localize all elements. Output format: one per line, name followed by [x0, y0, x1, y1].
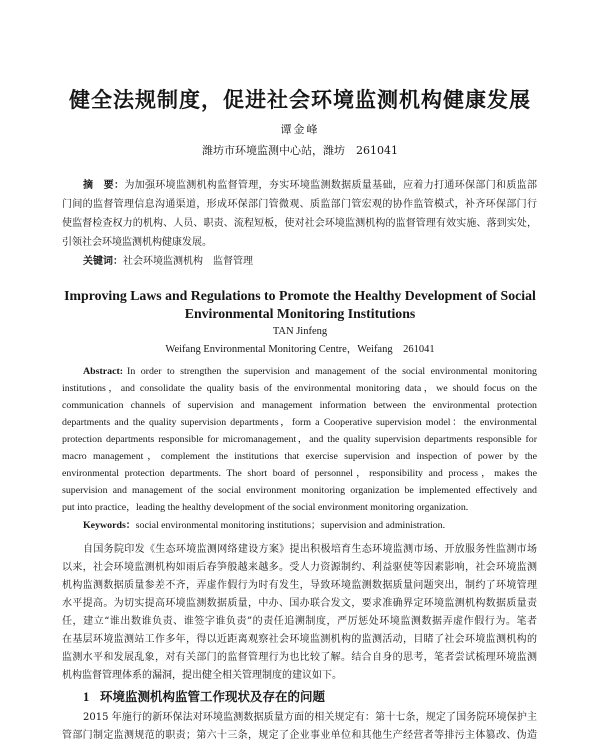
- body-paragraph-line: 监测水平和发展乱象，对有关部门的监督管理行为也比较了解。结合自身的思考，笔者尝试梳理环境监测: [62, 652, 537, 663]
- english-keywords-label: Keywords：: [83, 520, 136, 531]
- chinese-keywords-text: 社会环境监测机构 监督管理: [123, 256, 253, 267]
- english-abstract-line: departments and the quality supervision departments，form a Cooperative supervision model：the environmental: [62, 417, 537, 428]
- chinese-keywords: [83, 253, 537, 271]
- chinese-abstract-line: [83, 177, 537, 195]
- section-number: 1: [83, 690, 90, 704]
- section-title: 环境监测机构监管工作现状及存在的问题: [100, 689, 326, 704]
- body-paragraph-line: 机构监测数据质量参差不齐，弄虚作假行为时有发生，导致环境监测数据质量问题突出，制约了环境管理: [62, 580, 537, 591]
- chinese-abstract-label: 摘 要：: [83, 180, 125, 191]
- english-keywords-text: social environmental monitoring institutions；supervision and administration.: [135, 520, 446, 531]
- body-paragraph-line: 水平提高。为切实提高环境监测数据质量，中办、国办联合发文，要求准确界定环境监测机构数据质量责: [62, 598, 537, 609]
- chinese-abstract-line: 引领社会环境监测机构健康发展。: [62, 237, 212, 248]
- english-abstract-line: macro management，complement the institutions that exercise supervision and inspection of power by the: [62, 451, 537, 462]
- english-abstract-line: communication channels of supervision and management information between the environmental protection: [62, 400, 537, 411]
- chinese-abstract-line: 使监督检查权力的机构、人员、职责、流程短板，使对社会环境监测机构的监督管理有效实施、落到实处，: [62, 218, 537, 229]
- body-paragraph-line: 机构监督管理体系的漏洞，提出健全相关管理制度的建议如下。: [62, 670, 342, 681]
- chinese-title: 健全法规制度，促进社会环境监测机构健康发展: [69, 87, 531, 112]
- english-abstract-line: [83, 363, 537, 381]
- english-abstract-line: institutions，and consolidate the quality basis of the environmental monitoring data，we should focus on the: [62, 383, 537, 394]
- english-affiliation: Weifang Environmental Monitoring Centre，Weifang 261041: [165, 344, 435, 355]
- english-author: TAN Jinfeng: [272, 326, 328, 337]
- english-abstract-line: supervision and management of the social environment monitoring organization be implemented effectively and: [62, 485, 537, 496]
- chinese-abstract-line: 门间的监督管理信息沟通渠道，形成环保部门管微观、质监部门管宏观的协作监管模式，补齐环保部门行: [62, 199, 537, 210]
- section-paragraph-line: 管部门制定监测规范的职责；第六十三条，规定了企业事业单位和其他生产经营者等排污主体篡改、伪造: [62, 730, 537, 741]
- english-abstract-label: Abstract:: [83, 366, 124, 377]
- body-paragraph-line: 任，建立“谁出数谁负责、谁签字谁负责”的责任追溯制度，严厉惩处环境监测数据弄虚作假行为。笔者: [62, 616, 537, 627]
- section-paragraph-line: 2015 年施行的新环保法对环境监测数据质量方面的相关规定有：第十七条，规定了国务院环境保护主: [83, 712, 537, 723]
- english-abstract-line: put into practice，leading the healthy development of the social environment monitoring organization.: [62, 502, 469, 513]
- english-abstract-line: protection departments responsible for micromanagement，and the quality supervision departments responsible for: [62, 434, 537, 445]
- body-paragraph-line: 以来，社会环境监测机构如雨后春笋般越来越多。受人力资源制约、利益驱使等因素影响，社会环境监测: [62, 562, 537, 573]
- english-abstract-text: In order to strengthen the supervision and management of the social environmental monitoring: [127, 366, 537, 377]
- section-heading: [83, 688, 325, 706]
- chinese-affiliation: 潍坊市环境监测中心站，潍坊 261041: [202, 144, 398, 157]
- chinese-abstract-text: 为加强环境监测机构监督管理，夯实环境监测数据质量基础，应着力打通环保部门和质监部: [124, 180, 538, 191]
- body-paragraph-line: 自国务院印发《生态环境监测网络建设方案》提出积极培育生态环境监测市场、开放服务性监测市场: [83, 544, 537, 555]
- body-paragraph-line: 在基层环境监测站工作多年，得以近距离观察社会环境监测机构的监测活动，目睹了社会环境监测机构的: [62, 634, 537, 645]
- english-title-line: Environmental Monitoring Institutions: [184, 306, 416, 321]
- english-keywords: [83, 517, 537, 535]
- chinese-keywords-label: 关键词：: [83, 256, 123, 267]
- chinese-author: 谭金峰: [280, 123, 320, 136]
- english-abstract-line: environmental protection departments. The short board of personnel，responsibility and process，makes the: [62, 468, 537, 479]
- english-title-line: Improving Laws and Regulations to Promote the Healthy Development of Social: [64, 288, 536, 303]
